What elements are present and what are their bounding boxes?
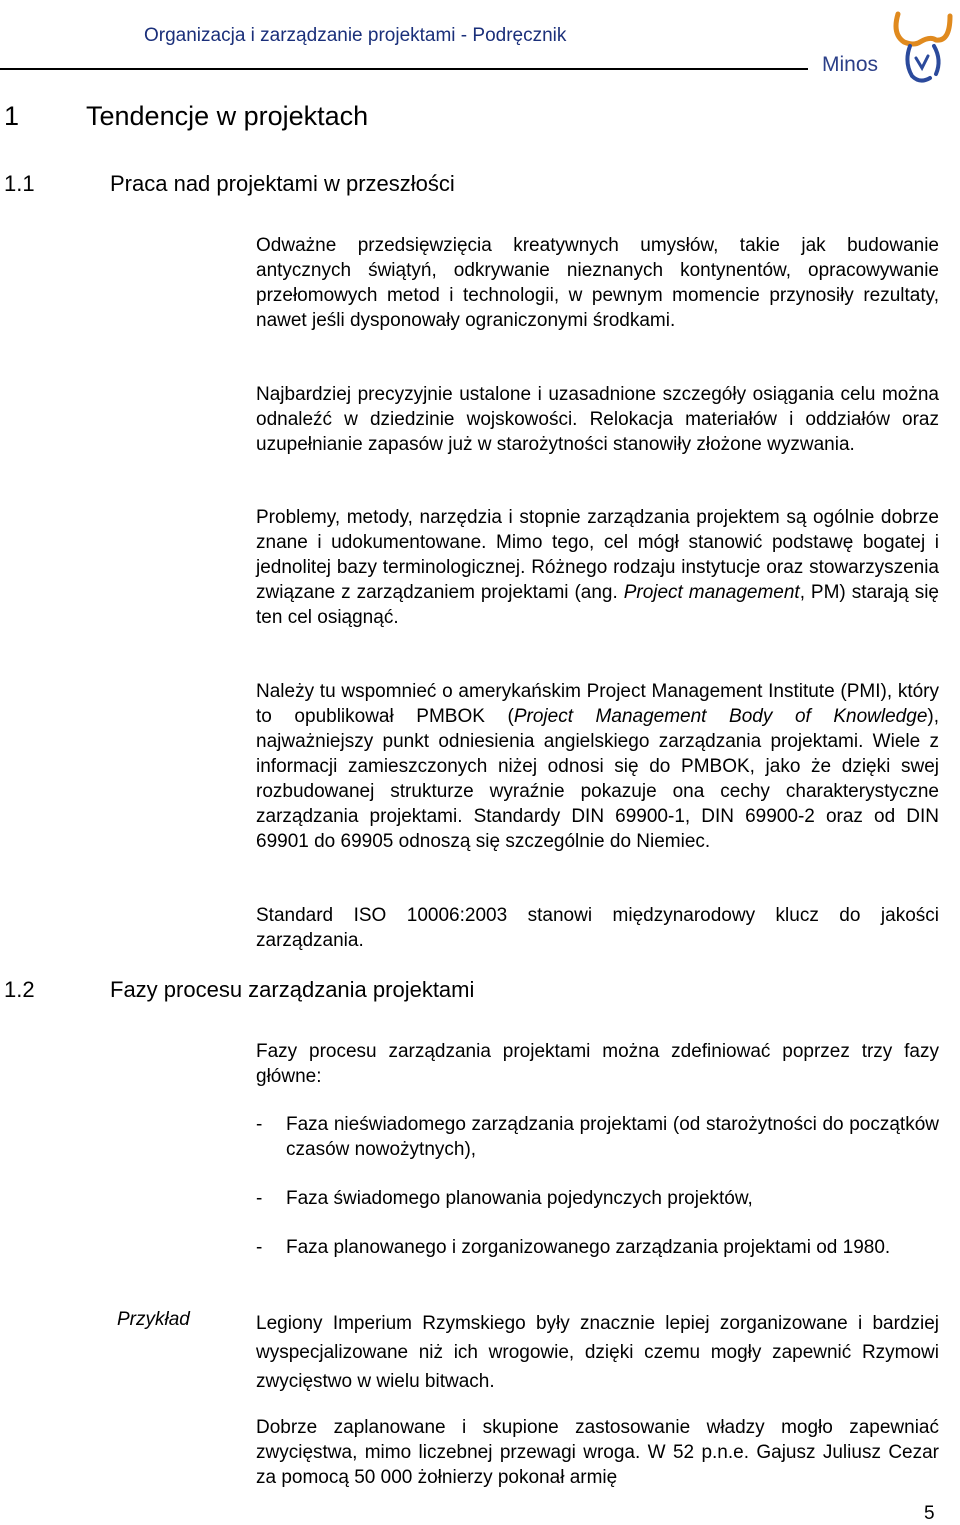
paragraph-italic-term: Project management bbox=[623, 582, 800, 603]
list-item bbox=[256, 1235, 939, 1260]
list-dash: - bbox=[256, 1237, 263, 1258]
paragraph-1 bbox=[256, 233, 939, 333]
example-paragraph-1 bbox=[256, 1309, 939, 1396]
paragraph-text: Fazy procesu zarządzania projektami można zdefiniować poprzez trzy fazy główne: bbox=[256, 1041, 939, 1087]
list-item-text: Faza planowanego i zorganizowanego zarządzania projektami od 1980. bbox=[286, 1237, 891, 1258]
paragraph-5 bbox=[256, 903, 939, 953]
list-item bbox=[256, 1112, 939, 1162]
minos-bull-logo-icon bbox=[890, 6, 954, 86]
example-label: Przykład bbox=[117, 1309, 190, 1330]
header-divider bbox=[0, 68, 808, 70]
paragraph-text: Problemy, metody, narzędzia i stopnie zarządzania projektem są ogólnie dobrze znane i udokumentowane. Mimo tego, cel mógł stanowić podstawę bogatej i jednolitej bazy terminologicznej. Różnego rodzaju instytucje oraz stowarzyszenia związane z zarządzaniem projektami (ang. bbox=[256, 507, 939, 603]
paragraph-2 bbox=[256, 382, 939, 457]
list-item bbox=[256, 1186, 939, 1211]
list-dash: - bbox=[256, 1188, 263, 1209]
list-dash: - bbox=[256, 1114, 263, 1135]
paragraph-text: Należy tu wspomnieć o amerykańskim Project Management Institute (PMI), który to opublikował PMBOK ( bbox=[256, 681, 939, 727]
list-item-text: Faza nieświadomego zarządzania projektami (od starożytności do początków czasów nowożytnych), bbox=[286, 1114, 939, 1160]
section-title: Praca nad projektami w przeszłości bbox=[110, 171, 455, 196]
paragraph-text: ), najważniejszy punkt odniesienia angielskiego zarządzania projektami. Wiele z informacji zamieszczonych niżej odnosi się do PMBOK, jako że dzięki swej rozbudowanej strukturze wyraźnie pokazuje ona cechy charakterystyczne zarządzania projektami. Standardy DIN 69900-1, DIN 69900-2 oraz od DIN 69901 do 69905 odnoszą się szczególnie do Niemiec. bbox=[256, 706, 939, 852]
section-heading-1-1 bbox=[4, 171, 455, 197]
section-title: Tendencje w projektach bbox=[86, 101, 369, 131]
paragraph-text: Legiony Imperium Rzymskiego były znacznie lepiej zorganizowane i bardziej wyspecjalizowane niż ich wrogowie, dzięki czemu mogły zapewnić Rzymowi zwycięstwo w wielu bitwach. bbox=[256, 1313, 939, 1392]
paragraph-3 bbox=[256, 505, 939, 630]
paragraph-text: Standard ISO 10006:2003 stanowi międzynarodowy klucz do jakości zarządzania. bbox=[256, 905, 939, 951]
paragraph-text: Najbardziej precyzyjnie ustalone i uzasadnione szczegóły osiągania celu można odnaleźć w dziedzinie wojskowości. Relokacja materiałów i oddziałów oraz uzupełnianie zapasów już w starożytności stanowiły złożone wyzwania. bbox=[256, 384, 939, 455]
section-heading-1-2 bbox=[4, 977, 474, 1003]
list-item-text: Faza świadomego planowania pojedynczych projektów, bbox=[286, 1188, 753, 1209]
example-paragraph-2 bbox=[256, 1415, 939, 1490]
section-title: Fazy procesu zarządzania projektami bbox=[110, 977, 475, 1002]
page-number: 5 bbox=[924, 1503, 935, 1524]
paragraph-italic-term: Project Management Body of Knowledge bbox=[513, 706, 928, 727]
section-number: 1.2 bbox=[4, 977, 35, 1002]
section-number: 1 bbox=[4, 101, 20, 131]
paragraph-text: , PM) starają się ten cel osiągnąć. bbox=[256, 582, 939, 628]
phases-intro bbox=[256, 1039, 939, 1089]
header-brand: Minos bbox=[822, 53, 879, 76]
section-number: 1.1 bbox=[4, 171, 35, 196]
header-title: Organizacja i zarządzanie projektami - Podręcznik bbox=[144, 25, 567, 46]
paragraph-text: Odważne przedsięwzięcia kreatywnych umysłów, takie jak budowanie antycznych świątyń, odkrywanie nieznanych kontynentów, opracowywanie przełomowych metod i technologii, w pewnym momencie przynosiły rezultaty, nawet jeśli dysponowały ograniczonymi środkami. bbox=[256, 235, 939, 331]
paragraph-text: Dobrze zaplanowane i skupione zastosowanie władzy mogło zapewniać zwycięstwa, mimo liczebnej przewagi wroga. W 52 p.n.e. Gajusz Juliusz Cezar za pomocą 50 000 żołnierzy pokonał armię bbox=[256, 1417, 939, 1488]
section-heading-1 bbox=[4, 101, 368, 132]
paragraph-4 bbox=[256, 679, 939, 854]
